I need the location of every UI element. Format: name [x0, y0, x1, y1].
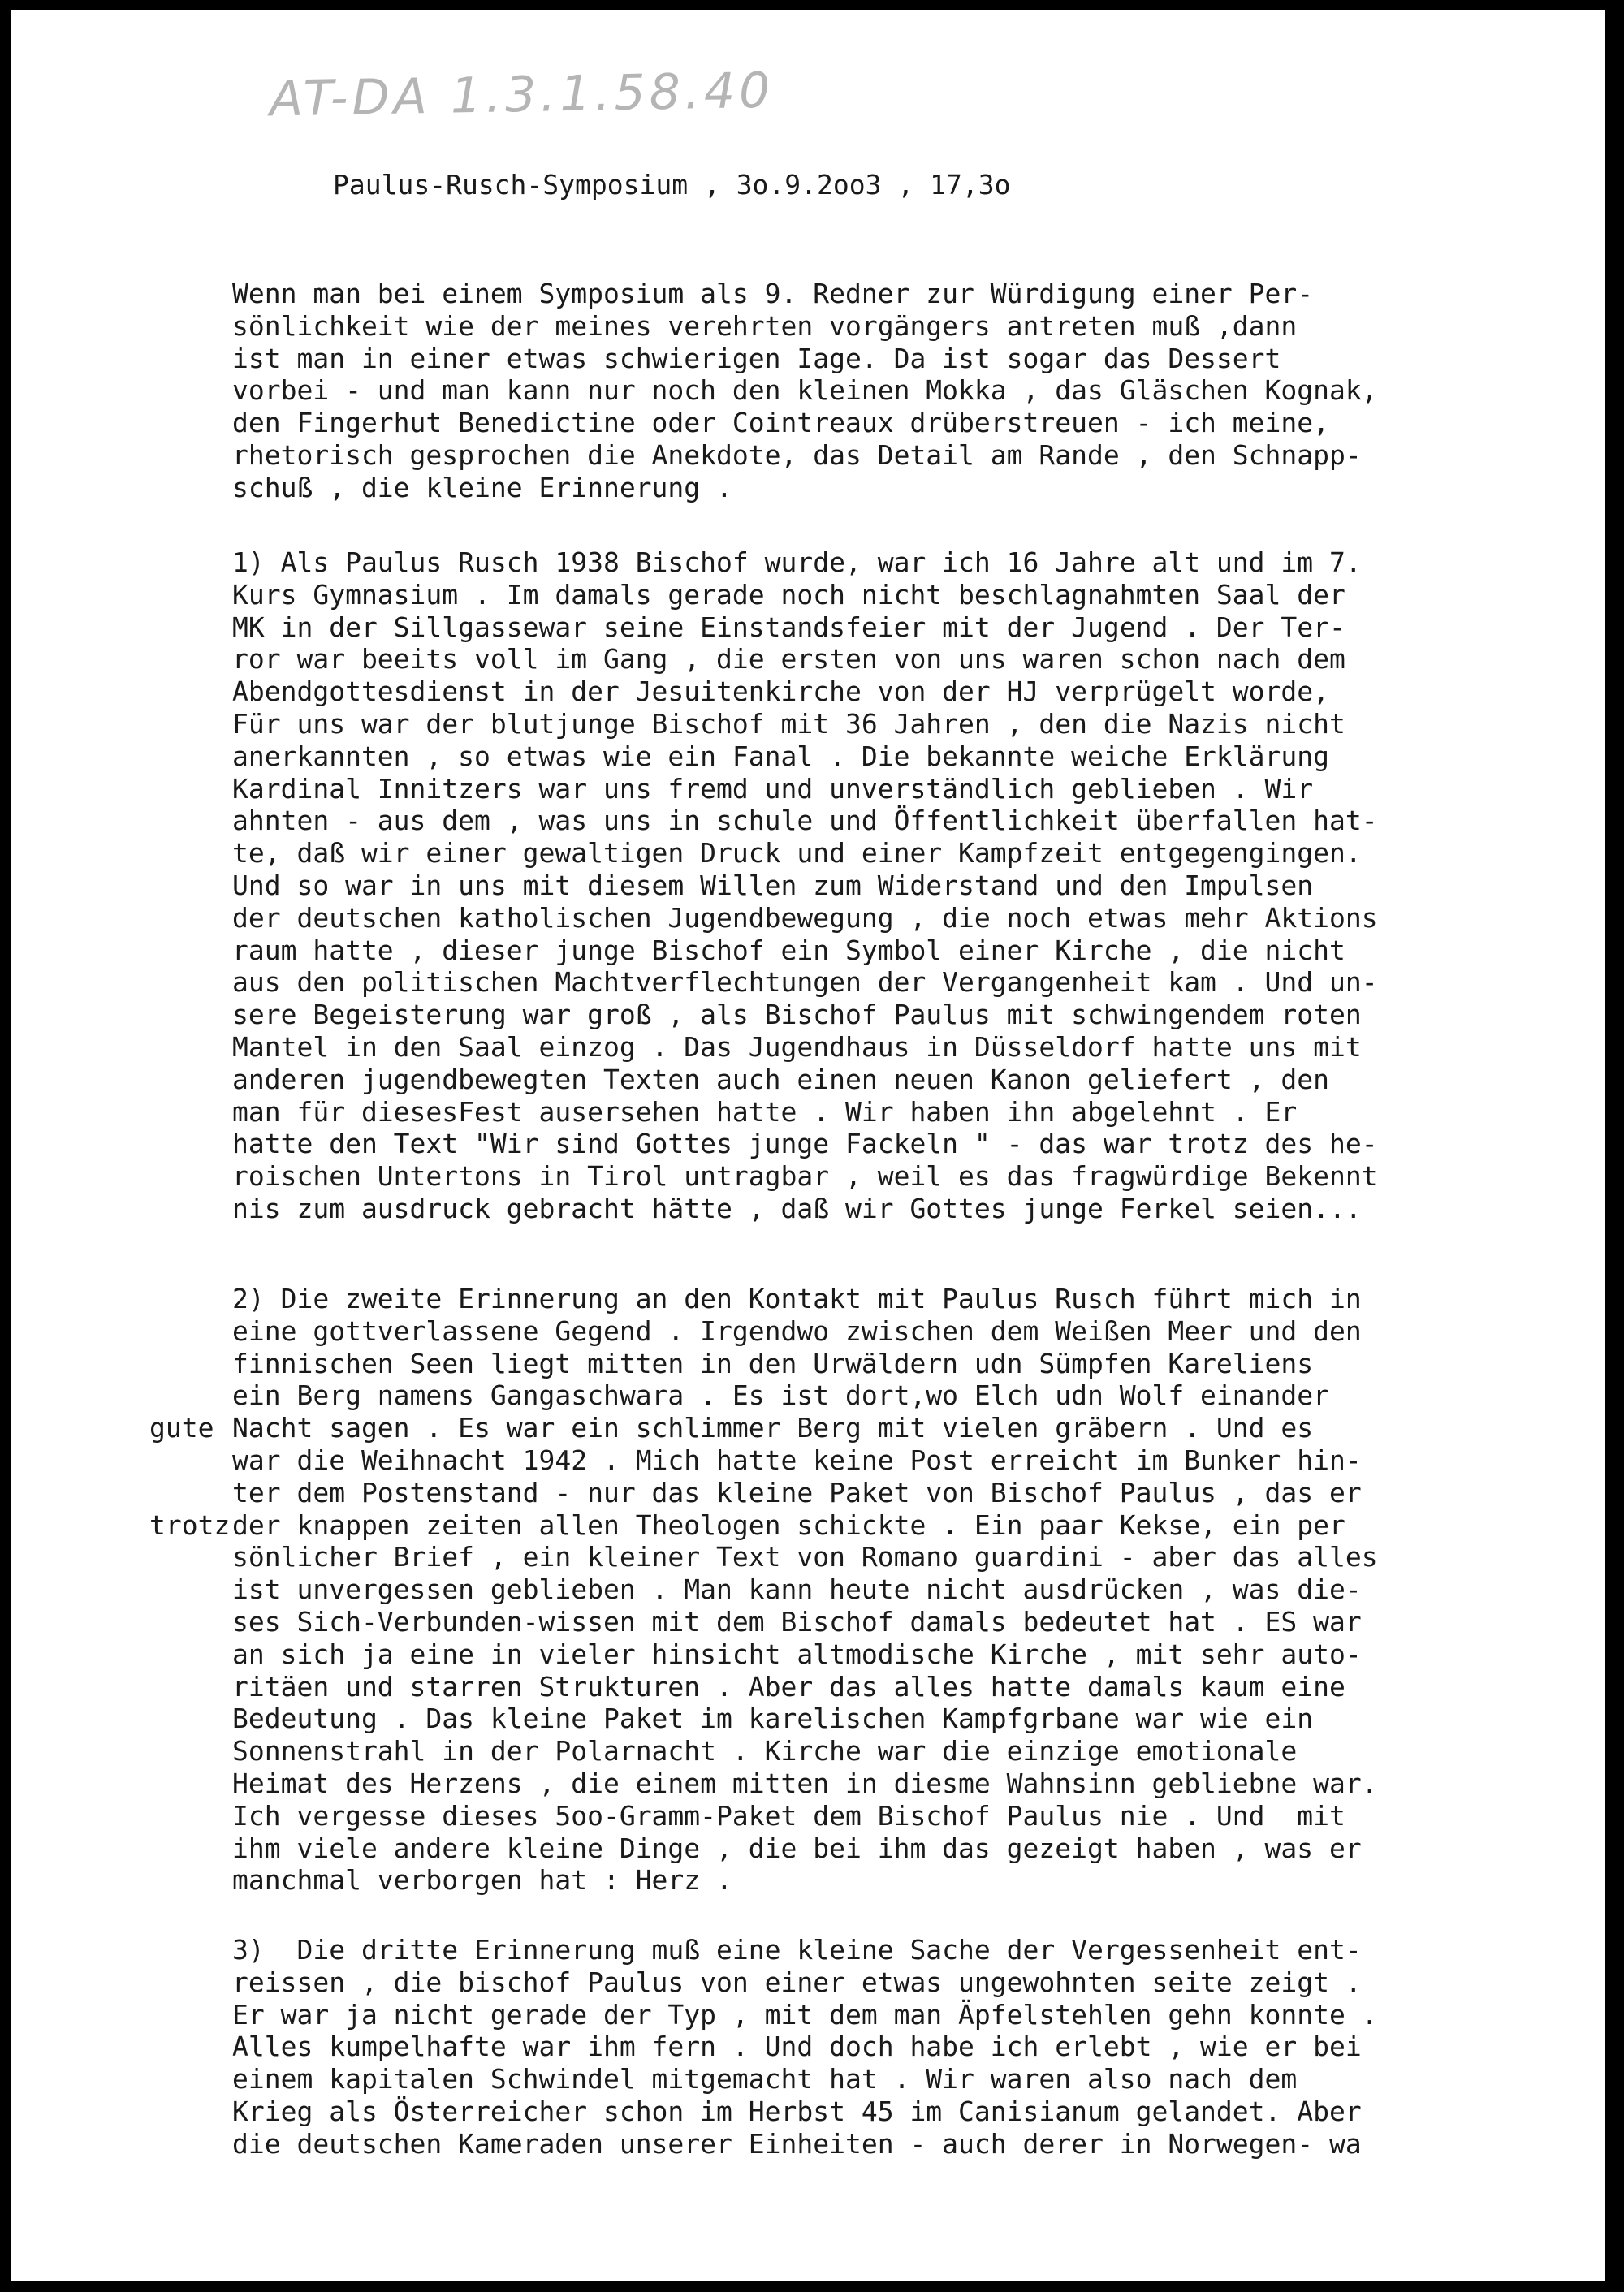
document-header: Paulus-Rusch-Symposium , 3o.9.2oo3 , 17,3o: [333, 169, 1011, 201]
text-line: nis zum ausdruck gebracht hätte , daß wir Gottes junge Ferkel seien...: [232, 1192, 1362, 1224]
text-line: Abendgottesdienst in der Jesuitenkirche von der HJ verprügelt worde,: [232, 676, 1330, 708]
text-line: Mantel in den Saal einzog . Das Jugendhaus in Düsseldorf hatte uns mit: [232, 1030, 1362, 1063]
text-line: ses Sich-Verbunden-wissen mit dem Bischof damals bedeutet hat . ES war: [232, 1605, 1362, 1638]
text-line: man für diesesFest ausersehen hatte . Wir haben ihn abgelehnt . Er: [232, 1095, 1298, 1128]
text-line: ist unvergessen geblieben . Man kann heute nicht ausdrücken , was die-: [232, 1573, 1362, 1606]
text-line: 2) Die zweite Erinnerung an den Kontakt mit Paulus Rusch führt mich in: [232, 1283, 1362, 1314]
text-line: schuß , die kleine Erinnerung .: [232, 471, 732, 503]
text-line: Ich vergesse dieses 5oo-Gramm-Paket dem Bischof Paulus nie . Und mit: [232, 1799, 1345, 1832]
text-line: ihm viele andere kleine Dinge , die bei ihm das gezeigt haben , was er: [232, 1832, 1362, 1864]
text-line: te, daß wir einer gewaltigen Druck und einer Kampfzeit entgegengingen.: [232, 837, 1362, 870]
text-line: 1) Als Paulus Rusch 1938 Bischof wurde, war ich 16 Jahre alt und im 7.: [232, 546, 1362, 578]
text-line: eine gottverlassene Gegend . Irgendwo zwischen dem Weißen Meer und den: [232, 1314, 1362, 1347]
text-line: 3) Die dritte Erinnerung muß eine kleine Sache der Vergessenheit ent-: [232, 1934, 1362, 1966]
text-line: rhetorisch gesprochen die Anekdote, das Detail am Rande , den Schnapp-: [232, 438, 1362, 471]
paragraph-intro: [232, 278, 1596, 504]
text-line: Nacht sagen . Es war ein schlimmer Berg mit vielen gräbern . Und es: [232, 1412, 1314, 1444]
text-line: sönlichkeit wie der meines verehrten vorgängers antreten muß ,dann: [232, 309, 1298, 342]
text-line: MK in der Sillgassewar seine Einstandsfeier mit der Jugend . Der Ter-: [232, 611, 1345, 643]
text-line: ror war beeits voll im Gang , die ersten von uns waren schon nach dem: [232, 643, 1345, 676]
margin-word: gute: [149, 1412, 214, 1444]
text-line: Kardinal Innitzers war uns fremd und unverständlich geblieben . Wir: [232, 772, 1314, 805]
text-line: aus den politischen Machtverflechtungen der Vergangenheit kam . Und un-: [232, 966, 1378, 999]
text-line: an sich ja eine in vieler hinsicht altmodische Kirche , mit sehr auto-: [232, 1638, 1362, 1670]
text-line: anderen jugendbewegten Texten auch einen neuen Kanon geliefert , den: [232, 1063, 1330, 1095]
text-line: der deutschen katholischen Jugendbewegung , die noch etwas mehr Aktions: [232, 901, 1378, 934]
text-line: Krieg als Österreicher schon im Herbst 45 im Canisianum gelandet. Aber: [232, 2095, 1362, 2127]
text-line: den Fingerhut Benedictine oder Cointreaux drüberstreuen - ich meine,: [232, 407, 1330, 439]
text-line: Kurs Gymnasium . Im damals gerade noch nicht beschlagnahmten Saal der: [232, 578, 1345, 611]
text-line: Sonnenstrahl in der Polarnacht . Kirche war die einzige emotionale: [232, 1735, 1298, 1768]
archive-signature: AT-DA 1.3.1.58.40: [269, 62, 775, 128]
text-line: der knappen zeiten allen Theologen schickte . Ein paar Kekse, ein per: [232, 1509, 1345, 1541]
text-line: Er war ja nicht gerade der Typ , mit dem man Äpfelstehlen gehn konnte .: [232, 1998, 1378, 2031]
text-line: Für uns war der blutjunge Bischof mit 36 Jahren , den die Nazis nicht: [232, 707, 1345, 740]
text-line: ahnten - aus dem , was uns in schule und Öffentlichkeit überfallen hat-: [232, 805, 1378, 837]
text-line: raum hatte , dieser junge Bischof ein Symbol einer Kirche , die nicht: [232, 934, 1345, 966]
text-line: Bedeutung . Das kleine Paket im karelischen Kampfgrbane war wie ein: [232, 1703, 1314, 1735]
text-line: manchmal verborgen hat : Herz .: [232, 1864, 732, 1897]
text-line: war die Weihnacht 1942 . Mich hatte keine Post erreicht im Bunker hin-: [232, 1444, 1362, 1476]
text-line: Alles kumpelhafte war ihm fern . Und doch habe ich erlebt , wie er bei: [232, 2031, 1362, 2063]
text-line: vorbei - und man kann nur noch den kleinen Mokka , das Gläschen Kognak,: [232, 374, 1378, 407]
text-line: reissen , die bischof Paulus von einer etwas ungewohnten seite zeigt .: [232, 1966, 1362, 1998]
text-line: ist man in einer etwas schwierigen Iage. Da ist sogar das Dessert: [232, 342, 1281, 374]
text-line: Wenn man bei einem Symposium als 9. Redner zur Würdigung einer Per-: [232, 278, 1314, 309]
paragraph-memory-1: [232, 546, 1596, 1225]
text-line: ein Berg namens Gangaschwara . Es ist dort,wo Elch udn Wolf einander: [232, 1379, 1330, 1412]
text-line: einem kapitalen Schwindel mitgemacht hat . Wir waren also nach dem: [232, 2063, 1298, 2096]
text-line: ter dem Postenstand - nur das kleine Paket von Bischof Paulus , das er: [232, 1476, 1362, 1509]
text-line: anerkannten , so etwas wie ein Fanal . Die bekannte weiche Erklärung: [232, 740, 1330, 772]
text-line: Und so war in uns mit diesem Willen zum Widerstand und den Impulsen: [232, 869, 1314, 901]
paragraph-memory-2: [232, 1283, 1596, 1897]
text-line: sönlicher Brief , ein kleiner Text von Romano guardini - aber das alles: [232, 1541, 1378, 1573]
document-page: [11, 10, 1605, 2281]
text-line: roischen Untertons in Tirol untragbar , weil es das fragwürdige Bekennt: [232, 1160, 1378, 1193]
text-line: hatte den Text "Wir sind Gottes junge Fackeln " - das war trotz des he-: [232, 1128, 1378, 1160]
text-line: sere Begeisterung war groß , als Bischof Paulus mit schwingendem roten: [232, 999, 1362, 1031]
text-line: ritäen und starren Strukturen . Aber das alles hatte damals kaum eine: [232, 1670, 1345, 1703]
text-line: die deutschen Kameraden unserer Einheiten - auch derer in Norwegen- wa: [232, 2127, 1362, 2160]
text-line: Heimat des Herzens , die einem mitten in diesme Wahnsinn gebliebne war.: [232, 1767, 1378, 1799]
margin-word: trotz: [149, 1509, 231, 1541]
text-line: finnischen Seen liegt mitten in den Urwäldern udn Sümpfen Kareliens: [232, 1347, 1314, 1379]
paragraph-memory-3: [232, 1934, 1596, 2160]
